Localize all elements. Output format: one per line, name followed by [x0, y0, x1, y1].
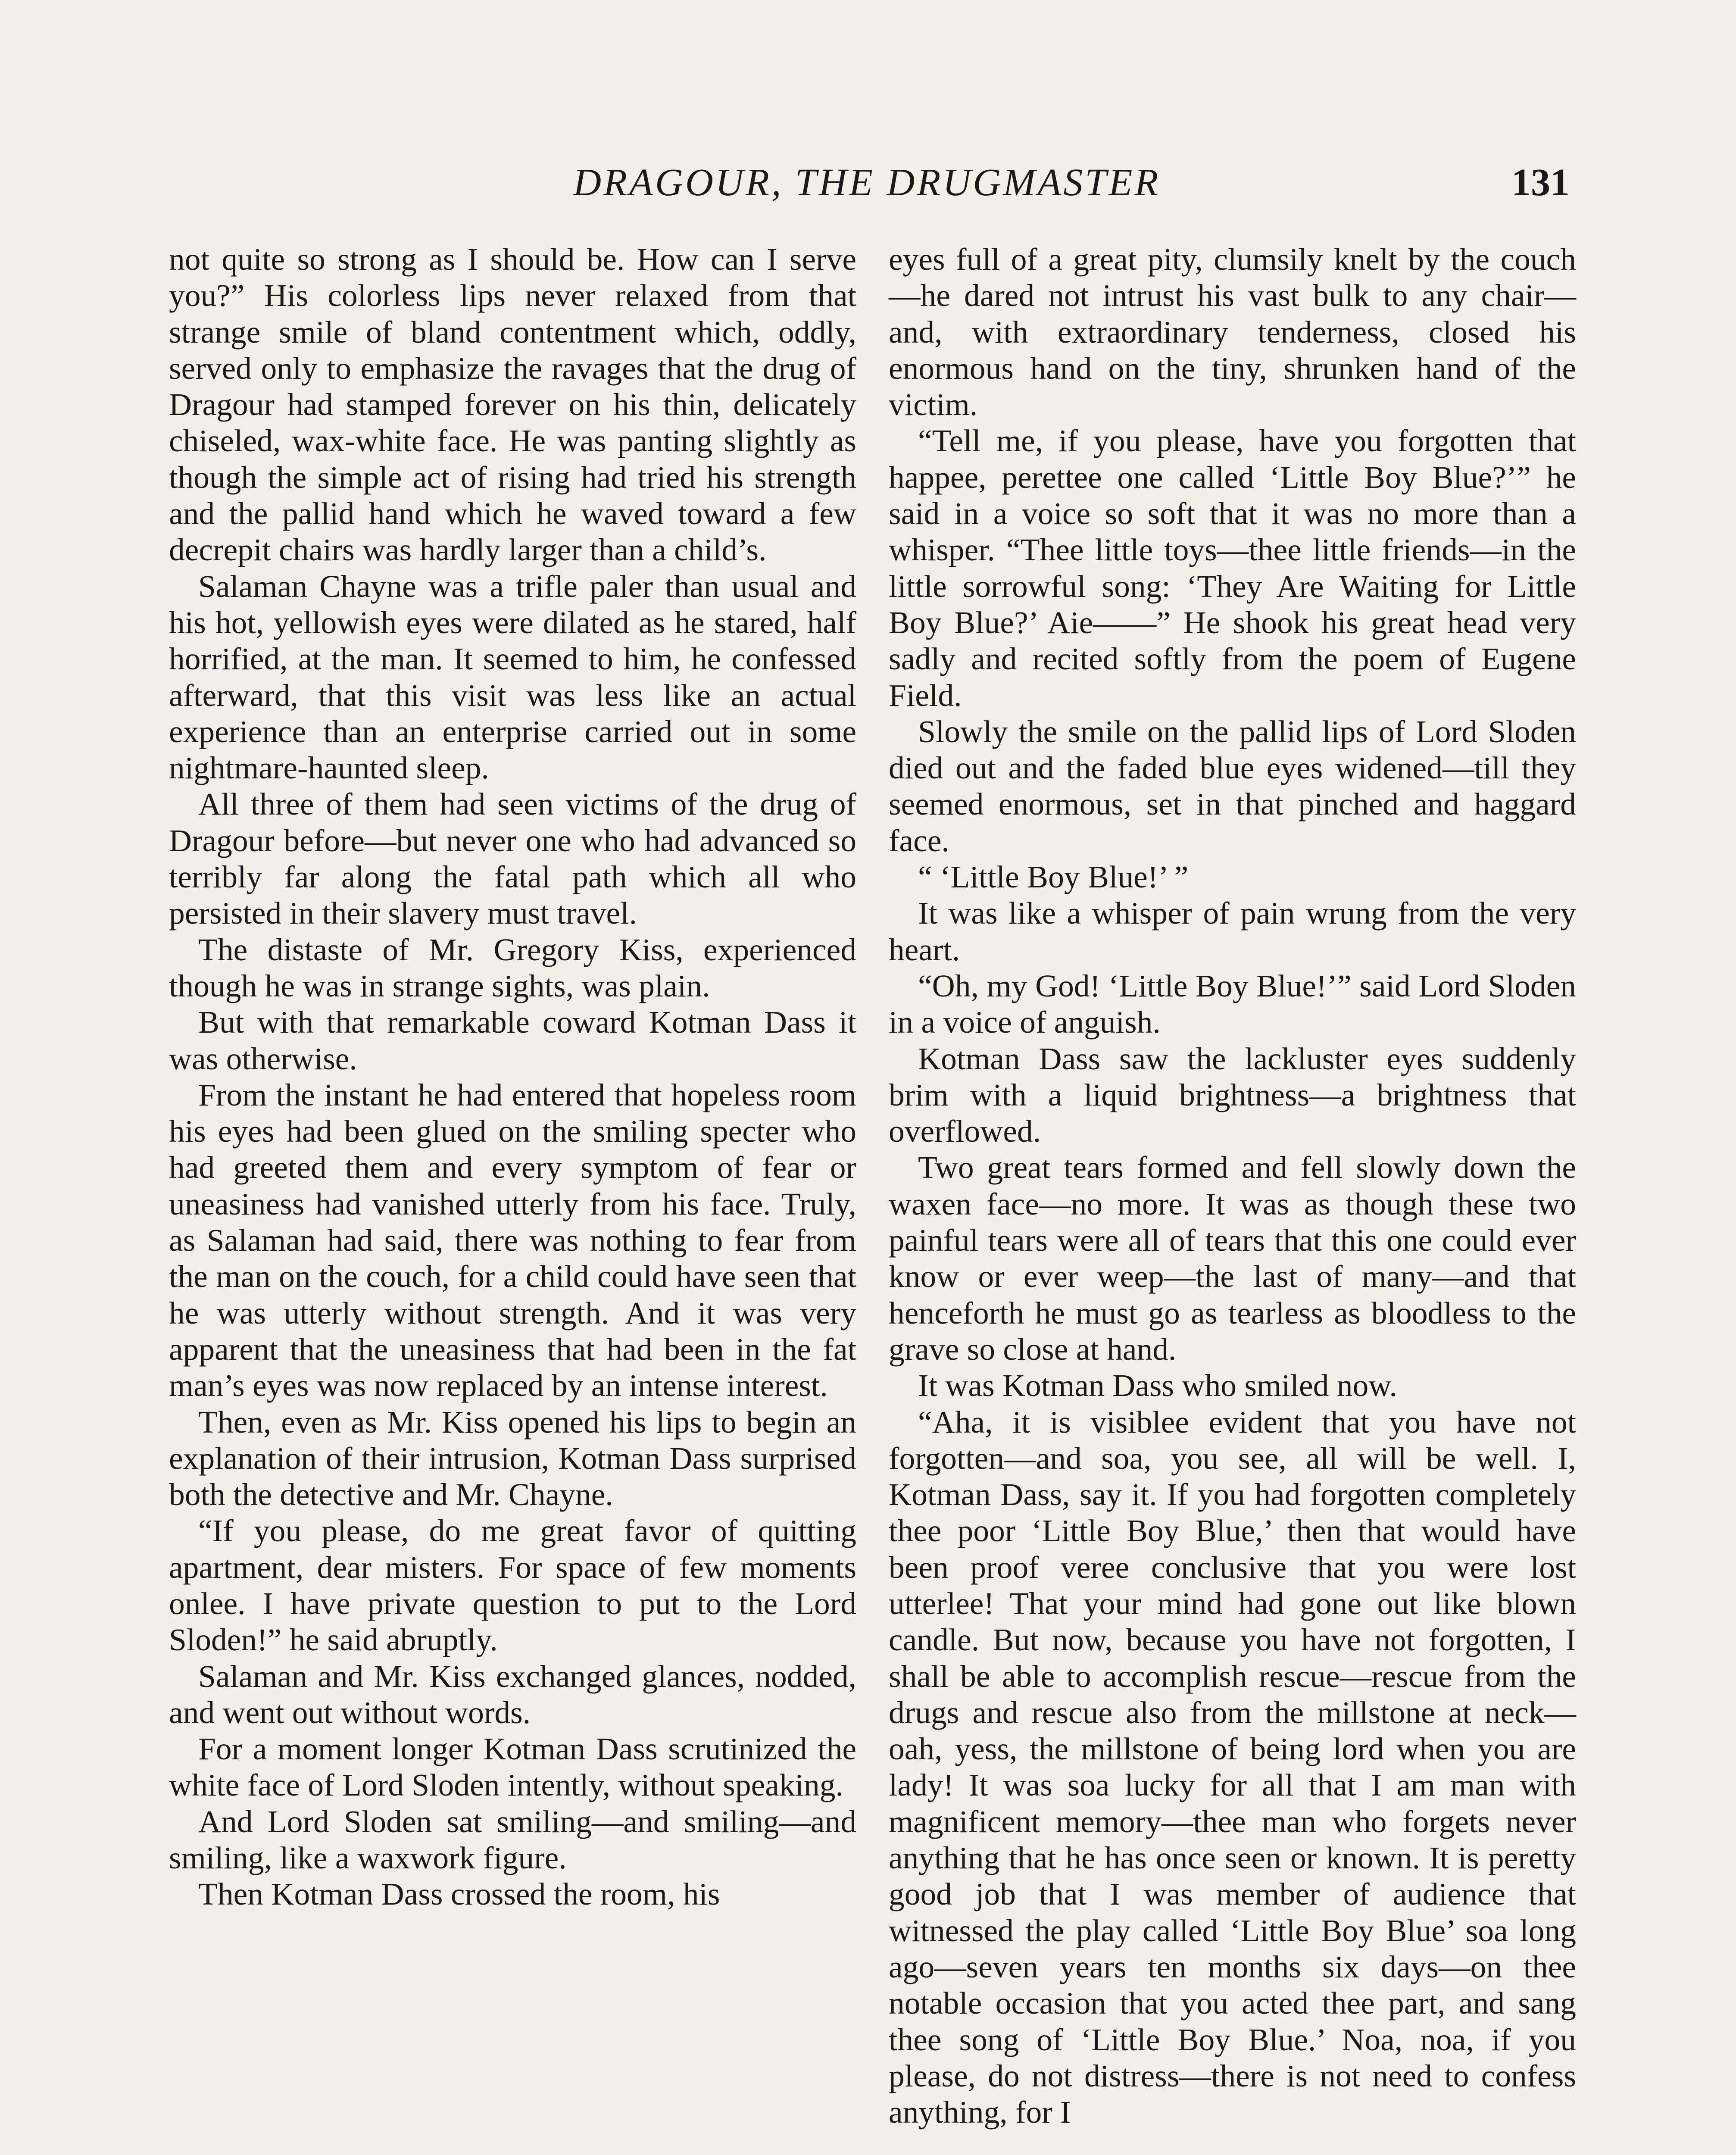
- left-text-column: [169, 241, 856, 1913]
- right-text-column: [889, 241, 1576, 2130]
- page-header: [168, 160, 1570, 216]
- page-number: 131: [1511, 161, 1570, 204]
- paragraph: Salaman and Mr. Kiss exchanged glances, nodded, and went out without words.: [169, 1658, 856, 1730]
- paragraph: Kotman Dass saw the lackluster eyes suddenly brim with a liquid brightness—a brightness that overflowed.: [889, 1041, 1576, 1149]
- paragraph: But with that remarkable coward Kotman Dass it was otherwise.: [169, 1005, 856, 1076]
- paragraph: For a moment longer Kotman Dass scrutinized the white face of Lord Sloden intently, without speaking.: [169, 1731, 856, 1803]
- paragraph: not quite so strong as I should be. How can I serve you?” His colorless lips never relaxed from that strange smile of bland contentment which, oddly, served only to emphasize the ravages that the drug of Dragour had stamped forever on his thin, delicately chiseled, wax-white face. He was panting slightly as though the simple act of rising had tried his strength and the pallid hand which he waved toward a few decrepit chairs was hardly larger than a child’s.: [169, 242, 856, 568]
- paragraph: Then, even as Mr. Kiss opened his lips to begin an explanation of their intrusion, Kotman Dass surprised both the detective and Mr. Chayne.: [169, 1404, 856, 1512]
- paragraph: “ ‘Little Boy Blue!’ ”: [918, 859, 1189, 895]
- paragraph: “Tell me, if you please, have you forgotten that happee, perettee one called ‘Little Boy Blue?’” he said in a voice so soft that it was no more than a whisper. “Thee little toys—thee little friends—in the little sorrowful song: ‘They Are Waiting for Little Boy Blue?’ Aie——” He shook his great head very sadly and recited softly from the poem of Eugene Field.: [889, 423, 1576, 713]
- paragraph: And Lord Sloden sat smiling—and smiling—and smiling, like a waxwork figure.: [169, 1804, 856, 1876]
- paragraph: “Oh, my God! ‘Little Boy Blue!’” said Lord Sloden in a voice of anguish.: [889, 968, 1576, 1040]
- paragraph: Slowly the smile on the pallid lips of Lord Sloden died out and the faded blue eyes widened—till they seemed enormous, set in that pinched and haggard face.: [889, 714, 1576, 858]
- running-title: DRAGOUR, THE DRUGMASTER: [573, 161, 1161, 204]
- paragraph: From the instant he had entered that hopeless room his eyes had been glued on the smiling specter who had greeted them and every symptom of fear or uneasiness had vanished utterly from his face. Truly, as Salaman had said, there was nothing to fear from the man on the couch, for a child could have seen that he was utterly without strength. And it was very apparent that the uneasiness that had been in the fat man’s eyes was now replaced by an intense interest.: [169, 1077, 856, 1403]
- paragraph: Then Kotman Dass crossed the room, his: [198, 1877, 720, 1912]
- paragraph: It was like a whisper of pain wrung from the very heart.: [889, 896, 1576, 967]
- paragraph: “Aha, it is visiblee evident that you have not forgotten—and soa, you see, all will be well. I, Kotman Dass, say it. If you had forgotten completely thee poor ‘Little Boy Blue,’ then that would have been proof veree conclusive that you were lost utterlee! That your mind had gone out like blown candle. But now, because you have not forgotten, I shall be able to accomplish rescue—rescue from the drugs and rescue also from the millstone at neck—oah, yess, the millstone of being lord when you are lady! It was soa lucky for all that I am man with magnificent memory—thee man who forgets never anything that he has once seen or known. It is peretty good job that I was member of audience that witnessed the play called ‘Little Boy Blue’ soa long ago—seven years ten months six days—on thee notable occasion that you acted thee part, and sang thee song of ‘Little Boy Blue.’ Noa, noa, if you please, do not distress—there is not need to confess anything, for I: [889, 1404, 1576, 2130]
- paragraph: Two great tears formed and fell slowly down the waxen face—no more. It was as though these two painful tears were all of tears that this one could ever know or ever weep—the last of many—and that henceforth he must go as tearless as bloodless to the grave so close at hand.: [889, 1150, 1576, 1367]
- paragraph: It was Kotman Dass who smiled now.: [918, 1368, 1397, 1403]
- paragraph: “If you please, do me great favor of quitting apartment, dear misters. For space of few moments onlee. I have private question to put to the Lord Sloden!” he said abruptly.: [169, 1513, 856, 1658]
- paragraph: Salaman Chayne was a trifle paler than usual and his hot, yellowish eyes were dilated as he stared, half horrified, at the man. It seemed to him, he confessed afterward, that this visit was less like an actual experience than an enterprise carried out in some nightmare-haunted sleep.: [169, 568, 856, 786]
- paragraph: The distaste of Mr. Gregory Kiss, experienced though he was in strange sights, was plain.: [169, 932, 856, 1003]
- paragraph: All three of them had seen victims of the drug of Dragour before—but never one who had advanced so terribly far along the fatal path which all who persisted in their slavery must travel.: [169, 787, 856, 931]
- paragraph: eyes full of a great pity, clumsily knelt by the couch—he dared not intrust his vast bulk to any chair—and, with extraordinary tenderness, closed his enormous hand on the tiny, shrunken hand of the victim.: [889, 242, 1576, 422]
